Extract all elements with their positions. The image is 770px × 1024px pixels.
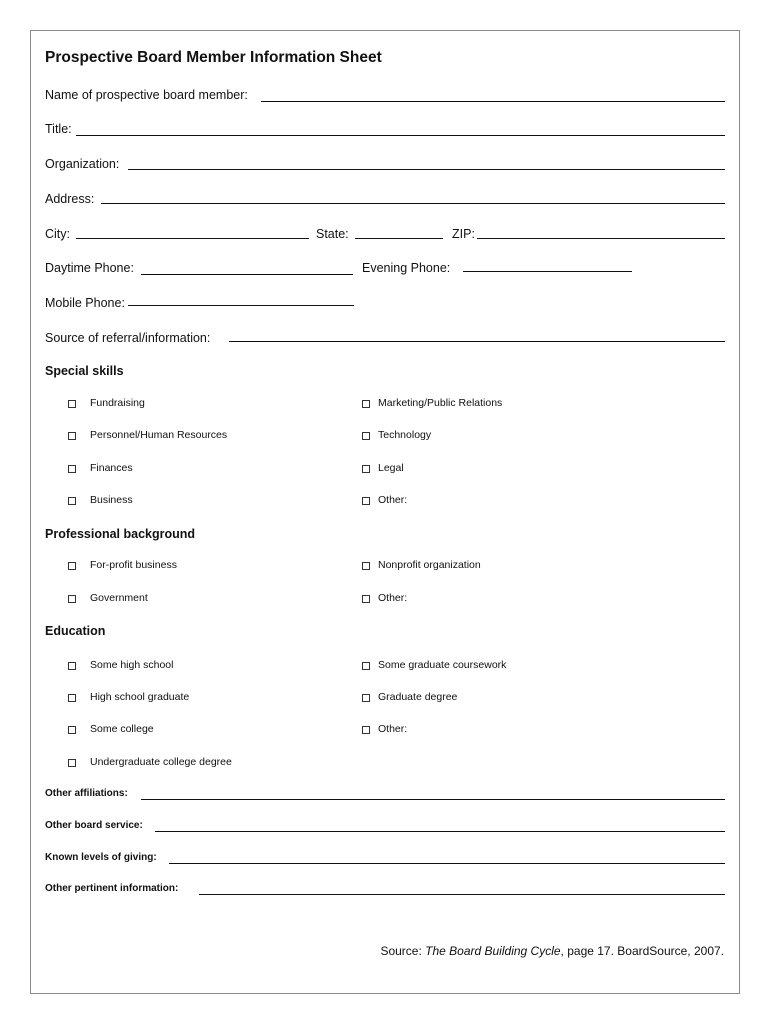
other-info-input-line[interactable] [199, 894, 725, 895]
professional-background-heading: Professional background [45, 527, 196, 541]
personnel-option: Personnel/Human Resources [90, 429, 228, 441]
other-info-label: Other pertinent information: [45, 883, 179, 894]
organization-label: Organization: [45, 157, 120, 171]
source-citation [380, 944, 724, 958]
business-checkbox[interactable] [68, 497, 76, 505]
evening-phone-input-line[interactable] [463, 271, 632, 272]
legal-option: Legal [378, 462, 404, 474]
for-profit-checkbox[interactable] [68, 562, 76, 570]
source-prefix: Source: [380, 944, 426, 958]
organization-input-line[interactable] [128, 169, 725, 170]
legal-checkbox[interactable] [362, 465, 370, 473]
source-referral-input-line[interactable] [229, 341, 725, 342]
graduate-degree-checkbox[interactable] [362, 694, 370, 702]
title-label: Title: [45, 122, 72, 136]
form-sheet [30, 30, 740, 994]
education-other-checkbox[interactable] [362, 726, 370, 734]
some-graduate-option: Some graduate coursework [378, 659, 507, 671]
education-heading: Education [45, 624, 106, 638]
for-profit-option: For-profit business [90, 559, 177, 571]
zip-label: ZIP: [452, 227, 475, 241]
high-school-graduate-checkbox[interactable] [68, 694, 76, 702]
fundraising-checkbox[interactable] [68, 400, 76, 408]
city-label: City: [45, 227, 70, 241]
address-input-line[interactable] [101, 203, 725, 204]
zip-input-line[interactable] [477, 238, 725, 239]
address-label: Address: [45, 192, 95, 206]
marketing-option: Marketing/Public Relations [378, 397, 503, 409]
some-graduate-checkbox[interactable] [362, 662, 370, 670]
some-high-school-option: Some high school [90, 659, 174, 671]
daytime-phone-input-line[interactable] [141, 274, 353, 275]
daytime-phone-label: Daytime Phone: [45, 261, 134, 275]
name-input-line[interactable] [261, 101, 725, 102]
finances-checkbox[interactable] [68, 465, 76, 473]
some-college-checkbox[interactable] [68, 726, 76, 734]
fundraising-option: Fundraising [90, 397, 145, 409]
other-affiliations-label: Other affiliations: [45, 788, 128, 799]
business-option: Business [90, 494, 133, 506]
source-book-title: The Board Building Cycle [425, 944, 561, 958]
other-affiliations-input-line[interactable] [141, 799, 725, 800]
government-option: Government [90, 592, 148, 604]
title-input-line[interactable] [76, 135, 725, 136]
marketing-checkbox[interactable] [362, 400, 370, 408]
source-suffix: , page 17. BoardSource, 2007. [560, 944, 724, 958]
skills-other-checkbox[interactable] [362, 497, 370, 505]
technology-option: Technology [378, 429, 432, 441]
education-other-option: Other: [378, 723, 408, 735]
government-checkbox[interactable] [68, 595, 76, 603]
other-board-service-label: Other board service: [45, 820, 143, 831]
known-giving-label: Known levels of giving: [45, 852, 157, 863]
background-other-checkbox[interactable] [362, 595, 370, 603]
some-college-option: Some college [90, 723, 154, 735]
skills-other-option: Other: [378, 494, 408, 506]
other-board-service-input-line[interactable] [155, 831, 725, 832]
graduate-degree-option: Graduate degree [378, 691, 458, 703]
state-input-line[interactable] [355, 238, 443, 239]
name-label: Name of prospective board member: [45, 88, 248, 102]
high-school-graduate-option: High school graduate [90, 691, 190, 703]
finances-option: Finances [90, 462, 133, 474]
mobile-phone-input-line[interactable] [128, 305, 354, 306]
state-label: State: [316, 227, 349, 241]
personnel-checkbox[interactable] [68, 432, 76, 440]
undergraduate-degree-checkbox[interactable] [68, 759, 76, 767]
city-input-line[interactable] [76, 238, 309, 239]
undergraduate-degree-option: Undergraduate college degree [90, 756, 232, 768]
some-high-school-checkbox[interactable] [68, 662, 76, 670]
background-other-option: Other: [378, 592, 408, 604]
evening-phone-label: Evening Phone: [362, 261, 451, 275]
special-skills-heading: Special skills [45, 364, 124, 378]
source-referral-label: Source of referral/information: [45, 331, 211, 345]
mobile-phone-label: Mobile Phone: [45, 296, 125, 310]
technology-checkbox[interactable] [362, 432, 370, 440]
form-title: Prospective Board Member Information Sheet [45, 49, 382, 66]
nonprofit-checkbox[interactable] [362, 562, 370, 570]
nonprofit-option: Nonprofit organization [378, 559, 481, 571]
known-giving-input-line[interactable] [169, 863, 725, 864]
